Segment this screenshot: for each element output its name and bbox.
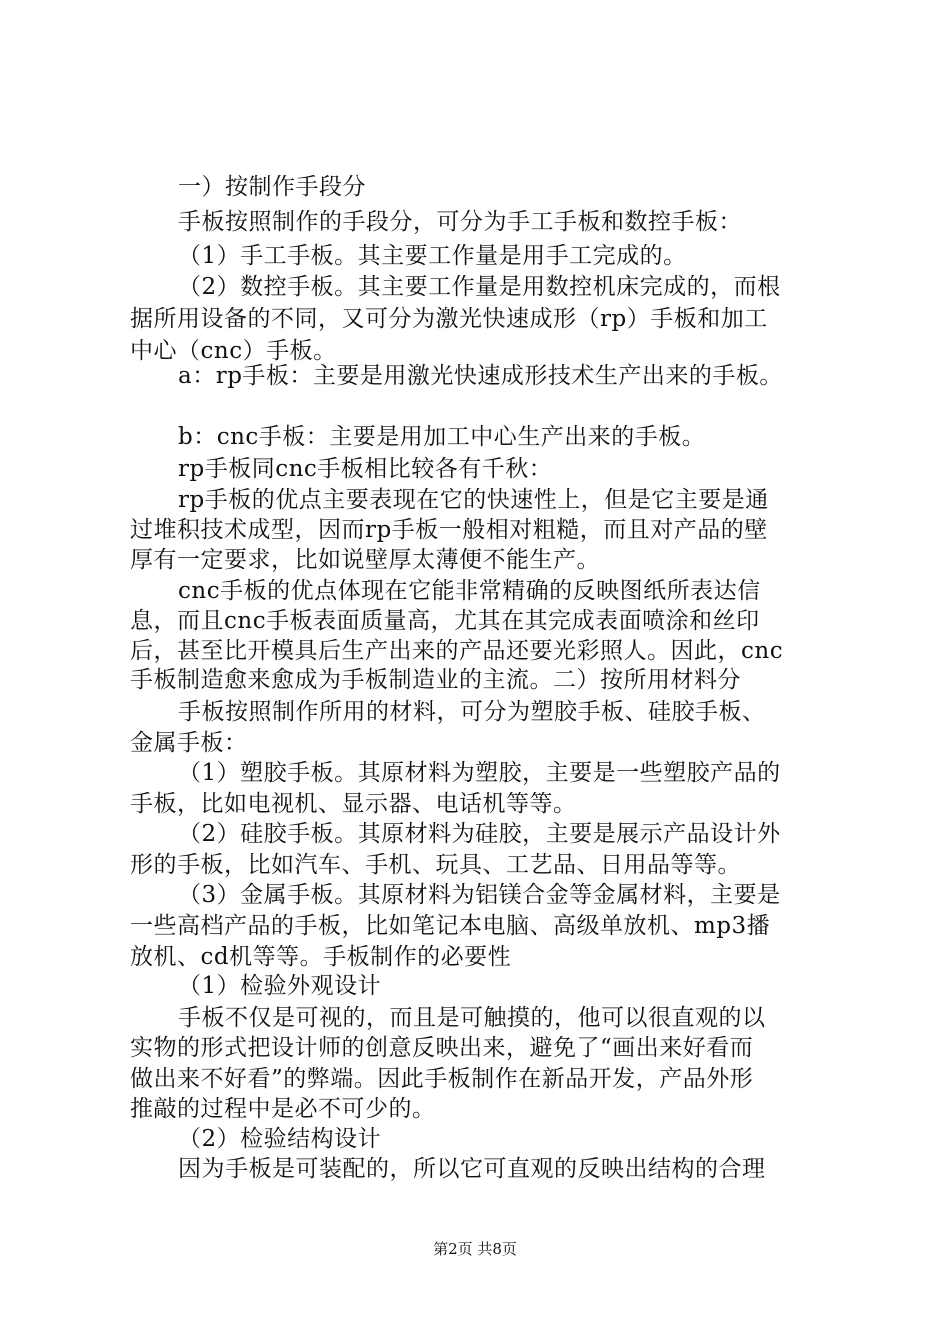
paragraph-line: 因为手板是可装配的，所以它可直观的反映出结构的合理 <box>178 1156 766 1182</box>
paragraph-line: 中心（cnc）手板。 <box>130 338 337 364</box>
paragraph-line: 息，而且cnc手板表面质量高，尤其在其完成表面喷涂和丝印 <box>130 608 760 634</box>
paragraph-line: 推敲的过程中是必不可少的。 <box>130 1096 436 1122</box>
paragraph-line: 手板按照制作的手段分，可分为手工手板和数控手板： <box>178 209 742 235</box>
paragraph-line: cnc手板的优点体现在它能非常精确的反映图纸所表达信 <box>178 578 761 604</box>
subheading-line: （2）检验结构设计 <box>178 1126 382 1152</box>
paragraph-line: 过堆积技术成型，因而rp手板一般相对粗糙，而且对产品的壁 <box>130 517 768 543</box>
paragraph-line: 实物的形式把设计师的创意反映出来，避免了“画出来好看而 <box>130 1035 754 1061</box>
section-heading-by-method: 一）按制作手段分 <box>178 174 366 200</box>
paragraph-line: （2）硅胶手板。其原材料为硅胶，主要是展示产品设计外 <box>178 821 781 847</box>
paragraph-line: 手板按照制作所用的材料，可分为塑胶手板、硅胶手板、 <box>178 699 766 725</box>
paragraph-line: （2）数控手板。其主要工作量是用数控机床完成的，而根 <box>178 274 781 300</box>
paragraph-line: a：rp手板：主要是用激光快速成形技术生产出来的手板。 <box>178 363 783 389</box>
paragraph-line: rp手板的优点主要表现在它的快速性上，但是它主要是通 <box>178 487 769 513</box>
paragraph-line: 一些高档产品的手板，比如笔记本电脑、高级单放机、mp3播 <box>130 913 771 939</box>
paragraph-line: 金属手板： <box>130 730 248 756</box>
paragraph-line: 手板制造愈来愈成为手板制造业的主流。二）按所用材料分 <box>130 667 741 693</box>
paragraph-line: 做出来不好看”的弊端。因此手板制作在新品开发，产品外形 <box>130 1066 754 1092</box>
paragraph-line: （1）塑胶手板。其原材料为塑胶，主要是一些塑胶产品的 <box>178 760 781 786</box>
paragraph-line: 形的手板，比如汽车、手机、玩具、工艺品、日用品等等。 <box>130 852 741 878</box>
page-footer: 第2页 共8页 <box>433 1240 517 1258</box>
subheading-line: （1）检验外观设计 <box>178 973 382 999</box>
paragraph-line: 据所用设备的不同，又可分为激光快速成形（rp）手板和加工 <box>130 306 768 332</box>
paragraph-line: 手板不仅是可视的，而且是可触摸的，他可以很直观的以 <box>178 1005 766 1031</box>
paragraph-line: b：cnc手板：主要是用加工中心生产出来的手板。 <box>178 424 706 450</box>
paragraph-line: 放机、cd机等等。手板制作的必要性 <box>130 944 512 970</box>
paragraph-line: rp手板同cnc手板相比较各有千秋： <box>178 456 553 482</box>
paragraph-line: （3）金属手板。其原材料为铝镁合金等金属材料，主要是 <box>178 882 781 908</box>
paragraph-line: 厚有一定要求，比如说壁厚太薄便不能生产。 <box>130 547 600 573</box>
paragraph-line: 手板，比如电视机、显示器、电话机等等。 <box>130 791 577 817</box>
paragraph-line: 后，甚至比开模具后生产出来的产品还要光彩照人。因此，cnc <box>130 638 784 664</box>
paragraph-line: （1）手工手板。其主要工作量是用手工完成的。 <box>178 243 687 269</box>
